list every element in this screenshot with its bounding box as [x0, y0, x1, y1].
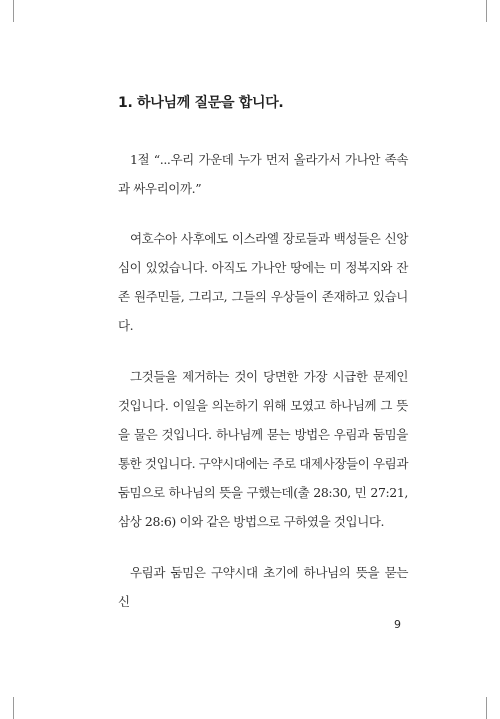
crop-mark-bottom-right [486, 697, 487, 719]
crop-mark-top-left [13, 0, 14, 22]
paragraph-verse-quote: 1절 “...우리 가운데 누가 먼저 올라가서 가나안 족속과 싸우리이까.” [118, 152, 408, 196]
crop-mark-top-right [486, 0, 487, 22]
paragraph-urim-thummim-method: 그것들을 제거하는 것이 당면한 가장 시급한 문제인 것입니다. 이일을 의논하기 위해 모였고 하나님께 그 뜻을 물은 것입니다. 하나님께 묻는 방법은 우림과 둠밈을 통한 것입니다. 구약시대에는 주로 대제사장들이 우림과 둠밈으로 하나님의 뜻을 구했는데(출 28:30, 민 27:21, 삼상 28:6) 이와 같은 방법으로 구하였을 것입니다. [118, 369, 408, 529]
crop-mark-bottom-left [13, 697, 14, 719]
section-heading: 1. 하나님께 질문을 합니다. [118, 95, 284, 111]
body-text [118, 145, 408, 637]
page-number: 9 [394, 618, 401, 631]
paragraph-faith-of-elders: 여호수아 사후에도 이스라엘 장로들과 백성들은 신앙심이 있었습니다. 아직도 가나안 땅에는 미 정복지와 잔존 원주민들, 그리고, 그들의 우상들이 존재하고 있습니다. [118, 231, 408, 333]
paragraph-urim-thummim-intro: 우림과 둠밈은 구약시대 초기에 하나님의 뜻을 묻는 신 [118, 565, 408, 609]
